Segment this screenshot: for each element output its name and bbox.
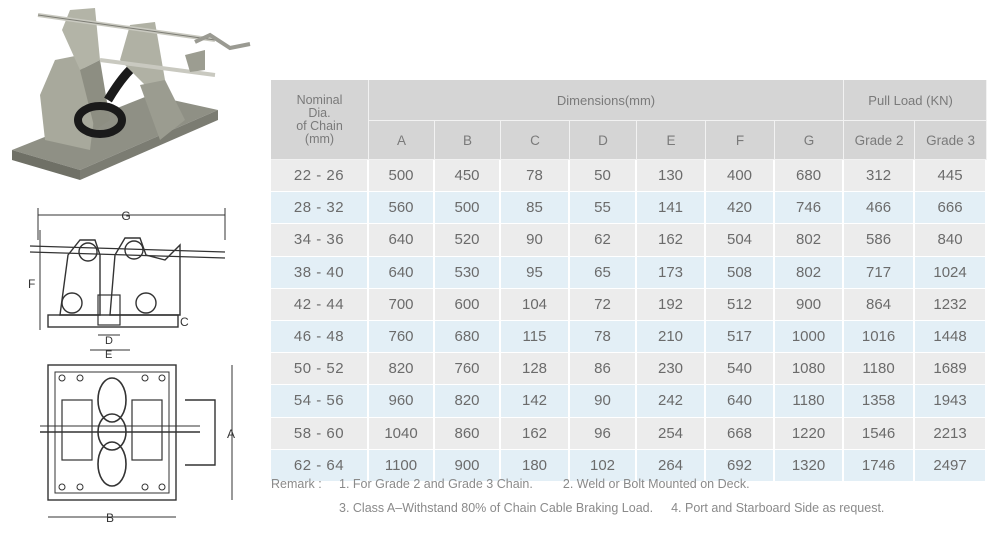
table-cell: 65 [570,257,637,289]
table-row [271,257,987,289]
table-cell: 1546 [844,418,915,450]
table-cell: 173 [637,257,706,289]
table-cell: 600 [435,289,501,321]
table-cell: 520 [435,224,501,256]
table-cell: 540 [706,353,775,385]
drawings-panel [0,0,265,538]
table-cell: 400 [706,160,775,192]
nominal-dia-cell: 46 - 48 [271,321,369,353]
table-cell: 90 [501,224,570,256]
table-cell: 517 [706,321,775,353]
table-cell: 802 [775,257,844,289]
table-cell: 680 [775,160,844,192]
table-cell: 254 [637,418,706,450]
table-cell: 180 [501,450,570,482]
column-header: G [775,121,844,160]
nominal-dia-cell: 22 - 26 [271,160,369,192]
table-cell: 90 [570,385,637,417]
table-cell: 1180 [844,353,915,385]
table-cell: 466 [844,192,915,224]
table-cell: 900 [775,289,844,321]
table-cell: 130 [637,160,706,192]
table-cell: 192 [637,289,706,321]
table-cell: 746 [775,192,844,224]
remark-item: 3. Class A–Withstand 80% of Chain Cable Braking Load. [339,501,654,515]
table-cell: 96 [570,418,637,450]
column-header: C [501,121,570,160]
table-cell: 820 [369,353,435,385]
column-header: E [637,121,706,160]
table-row [271,353,987,385]
table-cell: 1320 [775,450,844,482]
table-cell: 820 [435,385,501,417]
nominal-diameter-header: Nominal Dia. of Chain (mm) [271,80,369,160]
table-cell: 142 [501,385,570,417]
spec-table [271,80,987,482]
table-cell: 445 [915,160,987,192]
nominal-dia-cell: 58 - 60 [271,418,369,450]
table-cell: 560 [369,192,435,224]
table-cell: 1448 [915,321,987,353]
table-cell: 760 [435,353,501,385]
table-cell: 504 [706,224,775,256]
table-row [271,224,987,256]
table-cell: 162 [501,418,570,450]
table-cell: 1024 [915,257,987,289]
table-cell: 141 [637,192,706,224]
table-cell: 864 [844,289,915,321]
table-cell: 1000 [775,321,844,353]
table-cell: 1943 [915,385,987,417]
remark-item: 4. Port and Starboard Side as request. [671,501,885,515]
column-header: F [706,121,775,160]
table-cell: 760 [369,321,435,353]
table-cell: 860 [435,418,501,450]
dim-label-e: E [105,349,113,360]
table-cell: 62 [570,224,637,256]
table-cell: 50 [570,160,637,192]
table-cell: 242 [637,385,706,417]
nominal-dia-cell: 38 - 40 [271,257,369,289]
table-cell: 500 [435,192,501,224]
table-cell: 640 [369,224,435,256]
table-cell: 162 [637,224,706,256]
table-row [271,418,987,450]
remarks [271,472,884,520]
column-header: Grade 2 [844,121,915,160]
dim-label-d: D [105,335,113,347]
table-cell: 210 [637,321,706,353]
nominal-dia-cell: 34 - 36 [271,224,369,256]
nominal-dia-cell: 28 - 32 [271,192,369,224]
table-cell: 104 [501,289,570,321]
table-cell: 508 [706,257,775,289]
chain-stopper-render [0,0,265,195]
table-cell: 1220 [775,418,844,450]
dim-label-a: A [227,427,236,441]
table-cell: 230 [637,353,706,385]
spec-table-body [271,160,987,482]
table-cell: 72 [570,289,637,321]
nominal-dia-cell: 54 - 56 [271,385,369,417]
table-cell: 2213 [915,418,987,450]
table-cell: 500 [369,160,435,192]
table-cell: 115 [501,321,570,353]
nominal-dia-cell: 42 - 44 [271,289,369,321]
table-cell: 960 [369,385,435,417]
table-cell: 1358 [844,385,915,417]
table-cell: 802 [775,224,844,256]
table-cell: 900 [435,450,501,482]
table-cell: 264 [637,450,706,482]
table-cell: 1080 [775,353,844,385]
table-cell: 530 [435,257,501,289]
table-row [271,192,987,224]
table-cell: 700 [369,289,435,321]
table-cell: 450 [435,160,501,192]
table-cell: 78 [501,160,570,192]
top-plan-drawing [0,360,265,530]
table-cell: 128 [501,353,570,385]
table-cell: 680 [435,321,501,353]
table-cell: 1180 [775,385,844,417]
table-row [271,160,987,192]
table-cell: 692 [706,450,775,482]
table-cell: 78 [570,321,637,353]
table-cell: 95 [501,257,570,289]
remarks-label: Remark : [271,477,322,491]
dim-label-c: C [180,315,189,329]
table-row [271,321,987,353]
table-cell: 2497 [915,450,987,482]
table-cell: 86 [570,353,637,385]
table-cell: 1040 [369,418,435,450]
column-header: Grade 3 [915,121,987,160]
column-header: D [570,121,637,160]
remark-item: 1. For Grade 2 and Grade 3 Chain. [339,477,533,491]
table-cell: 1689 [915,353,987,385]
dim-label-g: G [121,209,131,223]
dim-label-b: B [106,511,115,525]
pull-load-header: Pull Load (KN) [844,80,987,121]
table-cell: 85 [501,192,570,224]
nominal-dia-cell: 62 - 64 [271,450,369,482]
column-header: A [369,121,435,160]
table-cell: 668 [706,418,775,450]
table-cell: 1232 [915,289,987,321]
remark-item: 2. Weld or Bolt Mounted on Deck. [562,477,750,491]
table-cell: 1100 [369,450,435,482]
table-cell: 717 [844,257,915,289]
table-cell: 1746 [844,450,915,482]
table-cell: 666 [915,192,987,224]
table-cell: 1016 [844,321,915,353]
table-cell: 840 [915,224,987,256]
table-cell: 512 [706,289,775,321]
side-elevation-drawing [0,200,265,360]
table-row [271,289,987,321]
table-row [271,385,987,417]
spec-table-container [271,80,987,482]
table-cell: 102 [570,450,637,482]
table-cell: 640 [706,385,775,417]
table-cell: 586 [844,224,915,256]
table-cell: 312 [844,160,915,192]
table-cell: 640 [369,257,435,289]
nominal-dia-cell: 50 - 52 [271,353,369,385]
table-cell: 55 [570,192,637,224]
table-cell: 420 [706,192,775,224]
dimensions-header: Dimensions(mm) [369,80,844,121]
dim-label-f: F [28,277,36,291]
column-header: B [435,121,501,160]
